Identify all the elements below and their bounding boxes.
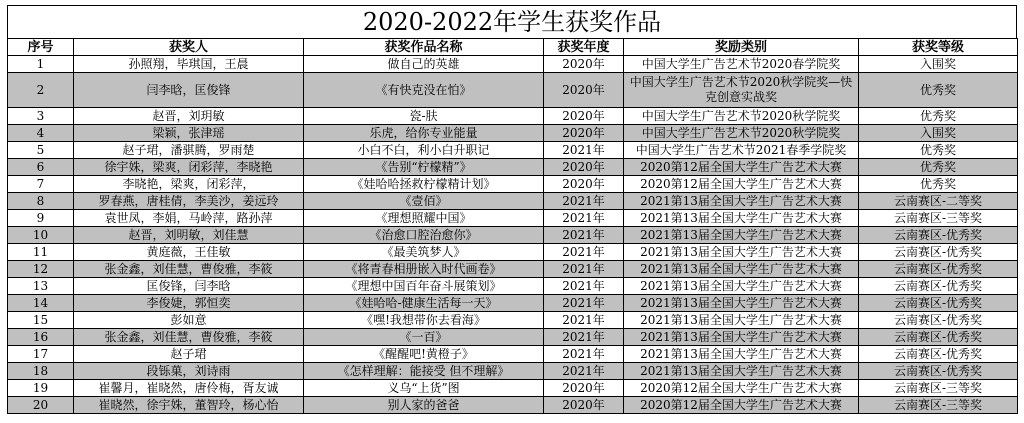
table-row (8, 244, 1018, 261)
table-row (8, 210, 1018, 227)
cell-level: 优秀奖 (859, 159, 1018, 176)
cell-category: 2021第13届全国大学生广告艺术大赛 (624, 193, 859, 210)
cell-level: 优秀奖 (859, 142, 1018, 159)
cell-no: 15 (8, 312, 74, 329)
cell-work: 《理想照耀中国》 (304, 210, 544, 227)
cell-category: 2021第13届全国大学生广告艺术大赛 (624, 278, 859, 295)
header-no: 序号 (8, 39, 74, 56)
table-row (8, 295, 1018, 312)
cell-level: 云南赛区-优秀奖 (859, 244, 1018, 261)
cell-work: 《一百》 (304, 329, 544, 346)
cell-work: 《醒醒吧!黄橙子》 (304, 346, 544, 363)
cell-no: 8 (8, 193, 74, 210)
cell-people: 黄庭薇，王佳敏 (74, 244, 304, 261)
cell-category: 2021第13届全国大学生广告艺术大赛 (624, 244, 859, 261)
cell-year: 2020年 (544, 56, 624, 73)
cell-no: 14 (8, 295, 74, 312)
cell-category: 2021第13届全国大学生广告艺术大赛 (624, 346, 859, 363)
cell-people: 张金鑫，刘佳慧，曹俊雅，李筱 (74, 261, 304, 278)
cell-year: 2021年 (544, 329, 624, 346)
table-row (8, 278, 1018, 295)
cell-level: 优秀奖 (859, 176, 1018, 193)
cell-category: 中国大学生广告艺术节2021春季学院奖 (624, 142, 859, 159)
cell-year: 2021年 (544, 244, 624, 261)
cell-level: 优秀奖 (859, 108, 1018, 125)
cell-work: 《有快克没在怕》 (304, 73, 544, 108)
cell-category: 2021第13届全国大学生广告艺术大赛 (624, 295, 859, 312)
cell-year: 2021年 (544, 142, 624, 159)
cell-no: 7 (8, 176, 74, 193)
cell-people: 孙照翔，毕琪国，王晨 (74, 56, 304, 73)
cell-work: 《嘿!我想带你去看海》 (304, 312, 544, 329)
cell-no: 19 (8, 380, 74, 397)
cell-category: 2020第12届全国大学生广告艺术大赛 (624, 176, 859, 193)
cell-year: 2020年 (544, 125, 624, 142)
cell-work: 别人家的爸爸 (304, 397, 544, 414)
table-row (8, 142, 1018, 159)
cell-category: 2020第12届全国大学生广告艺术大赛 (624, 159, 859, 176)
cell-level: 云南赛区-三等奖 (859, 210, 1018, 227)
cell-no: 12 (8, 261, 74, 278)
cell-work: 做自己的英雄 (304, 56, 544, 73)
cell-people: 赵子珺，潘骐腾，罗雨楚 (74, 142, 304, 159)
cell-year: 2021年 (544, 193, 624, 210)
cell-work: 《将青春相册嵌入时代画卷》 (304, 261, 544, 278)
cell-level: 云南赛区-优秀奖 (859, 278, 1018, 295)
cell-year: 2021年 (544, 210, 624, 227)
cell-no: 9 (8, 210, 74, 227)
cell-people: 张金鑫，刘佳慧，曹俊雅，李筱 (74, 329, 304, 346)
table-row (8, 193, 1018, 210)
cell-year: 2021年 (544, 227, 624, 244)
cell-year: 2021年 (544, 363, 624, 380)
cell-category: 2021第13届全国大学生广告艺术大赛 (624, 227, 859, 244)
cell-people: 徐宇姝，梁爽，闭彩萍，李晓艳 (74, 159, 304, 176)
header-work: 获奖作品名称 (304, 39, 544, 56)
cell-people: 赵子珺 (74, 346, 304, 363)
cell-year: 2020年 (544, 380, 624, 397)
cell-year: 2020年 (544, 73, 624, 108)
cell-people: 李俊婕，郭恒奕 (74, 295, 304, 312)
cell-level: 云南赛区-三等奖 (859, 397, 1018, 414)
table-row (8, 329, 1018, 346)
cell-people: 匡俊锋，闫李晗 (74, 278, 304, 295)
cell-no: 17 (8, 346, 74, 363)
sheet-title: 2020-2022年学生获奖作品 (7, 5, 1017, 38)
header-year: 获奖年度 (544, 39, 624, 56)
cell-people: 段铄菓，刘诗雨 (74, 363, 304, 380)
table-body (8, 56, 1018, 414)
cell-people: 崔馨月，崔晓然，唐伶梅，胥友诚 (74, 380, 304, 397)
cell-people: 梁颖，张津瑶 (74, 125, 304, 142)
cell-category: 中国大学生广告艺术节2020秋学院奖 (624, 108, 859, 125)
cell-level: 云南赛区-二等奖 (859, 193, 1018, 210)
cell-category: 2021第13届全国大学生广告艺术大赛 (624, 261, 859, 278)
cell-work: 《怎样理解：能接受 但不理解》 (304, 363, 544, 380)
cell-no: 13 (8, 278, 74, 295)
cell-work: 《告别“柠檬精”》 (304, 159, 544, 176)
cell-year: 2021年 (544, 295, 624, 312)
cell-no: 11 (8, 244, 74, 261)
cell-year: 2020年 (544, 176, 624, 193)
cell-category: 中国大学生广告艺术节2020春学院奖 (624, 56, 859, 73)
table-row (8, 108, 1018, 125)
cell-people: 赵晋，刘玥敏 (74, 108, 304, 125)
cell-people: 闫李晗，匡俊锋 (74, 73, 304, 108)
cell-level: 云南赛区-优秀奖 (859, 346, 1018, 363)
cell-no: 16 (8, 329, 74, 346)
cell-level: 云南赛区-优秀奖 (859, 329, 1018, 346)
table-row (8, 261, 1018, 278)
cell-work: 乐虎，给你专业能量 (304, 125, 544, 142)
cell-work: 小白不白，利小白升职记 (304, 142, 544, 159)
table-row (8, 312, 1018, 329)
cell-category: 2020第12届全国大学生广告艺术大赛 (624, 397, 859, 414)
cell-work: 《壹佰》 (304, 193, 544, 210)
cell-category: 2020第12届全国大学生广告艺术大赛 (624, 380, 859, 397)
cell-level: 云南赛区-优秀奖 (859, 363, 1018, 380)
cell-year: 2021年 (544, 261, 624, 278)
cell-people: 罗春燕，唐桂倩，李美沙，姜远玲 (74, 193, 304, 210)
table-row (8, 227, 1018, 244)
awards-sheet (7, 5, 1017, 414)
table-row (8, 125, 1018, 142)
table-row (8, 346, 1018, 363)
table-row (8, 73, 1018, 108)
cell-level: 云南赛区-优秀奖 (859, 295, 1018, 312)
cell-year: 2021年 (544, 312, 624, 329)
cell-no: 18 (8, 363, 74, 380)
table-row (8, 159, 1018, 176)
cell-category: 中国大学生广告艺术节2020秋学院奖—快克创意实战奖 (624, 73, 859, 108)
cell-level: 云南赛区-三等奖 (859, 380, 1018, 397)
cell-work: 义乌“上货”图 (304, 380, 544, 397)
cell-no: 10 (8, 227, 74, 244)
cell-category: 2021第13届全国大学生广告艺术大赛 (624, 210, 859, 227)
cell-year: 2021年 (544, 346, 624, 363)
table-row (8, 56, 1018, 73)
cell-people: 彭如意 (74, 312, 304, 329)
cell-work: 《理想中国百年奋斗展策划》 (304, 278, 544, 295)
cell-people: 李晓艳，梁爽，闭彩萍， (74, 176, 304, 193)
table-row (8, 363, 1018, 380)
cell-no: 4 (8, 125, 74, 142)
cell-no: 3 (8, 108, 74, 125)
cell-level: 入围奖 (859, 56, 1018, 73)
cell-work: 《最美筑梦人》 (304, 244, 544, 261)
cell-no: 5 (8, 142, 74, 159)
cell-level: 云南赛区-优秀奖 (859, 312, 1018, 329)
cell-category: 2021第13届全国大学生广告艺术大赛 (624, 312, 859, 329)
cell-level: 优秀奖 (859, 73, 1018, 108)
cell-year: 2020年 (544, 397, 624, 414)
cell-level: 云南赛区-优秀奖 (859, 227, 1018, 244)
cell-category: 2021第13届全国大学生广告艺术大赛 (624, 363, 859, 380)
cell-no: 2 (8, 73, 74, 108)
header-row (8, 39, 1018, 56)
cell-people: 赵晋，刘明敏，刘佳慧 (74, 227, 304, 244)
cell-year: 2020年 (544, 159, 624, 176)
cell-level: 入围奖 (859, 125, 1018, 142)
table-row (8, 380, 1018, 397)
cell-year: 2020年 (544, 108, 624, 125)
header-level: 获奖等级 (859, 39, 1018, 56)
cell-no: 20 (8, 397, 74, 414)
cell-no: 1 (8, 56, 74, 73)
cell-year: 2021年 (544, 278, 624, 295)
cell-level: 云南赛区-优秀奖 (859, 261, 1018, 278)
cell-people: 袁世凤，李娟，马岭萍，路孙萍 (74, 210, 304, 227)
awards-table (7, 38, 1018, 414)
header-people: 获奖人 (74, 39, 304, 56)
cell-category: 中国大学生广告艺术节2020秋学院奖 (624, 125, 859, 142)
cell-no: 6 (8, 159, 74, 176)
table-row (8, 397, 1018, 414)
cell-people: 崔晓然，徐宇姝，董智玲，杨心怡 (74, 397, 304, 414)
cell-work: 《娃哈哈拯救柠檬精计划》 (304, 176, 544, 193)
cell-category: 2021第13届全国大学生广告艺术大赛 (624, 329, 859, 346)
header-category: 奖励类别 (624, 39, 859, 56)
table-row (8, 176, 1018, 193)
cell-work: 《娃哈哈-健康生活每一天》 (304, 295, 544, 312)
cell-work: 《治愈口腔治愈你》 (304, 227, 544, 244)
cell-work: 瓷-肤 (304, 108, 544, 125)
